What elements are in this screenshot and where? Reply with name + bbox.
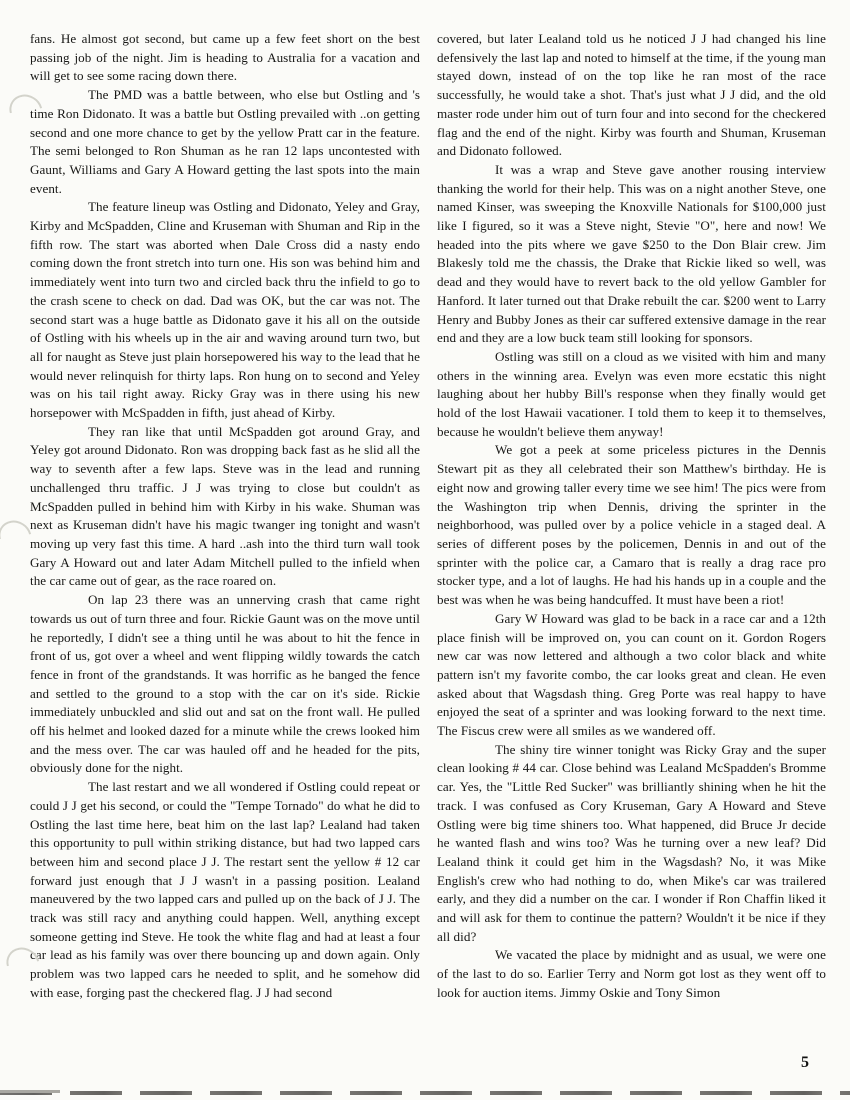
paragraph: We got a peek at some priceless pictures in the Dennis Stewart pit as they all celebrated their son Matthew's birthday. He is eight now and growing taller every time we see him! The pics were from the Washington trip when Dennis, driving the sprinter in the neighborhood, was pulled over by a police vehicle in a staged deal. A series of different poses by the policemen, Dennis in and out of the sprinter with the police car, a Camaro that is really a drag race pro stocker type, and a lot of laughs. He had his hands up in a couple and the best was when he was being handcuffed. It must have been a riot! xyxy=(437,442,826,608)
paragraph: The last restart and we all wondered if Ostling could repeat or could J J get his second, or could the "Tempe Tornado" do what he did to Ostling the last time here, beat him on the last lap? Lealand had taken this opportunity to pull within striking distance, but had two lapped cars between him and second place J J. The restart sent the yellow # 12 car forward just enough that J J wasn't in a passing position. Lealand maneuvered by the two lapped cars and pulled up on the back of J J. The track was still racy and anything could happen. Well, anything except someone getting ind Steve. He took the white flag and had at least a four car lead as his family was over there bouncing up and down again. Only problem was two lapped cars he needed to split, and he somehow did with ease, forging past the checkered flag. J J had second xyxy=(30,779,420,1000)
paragraph: The shiny tire winner tonight was Ricky Gray and the super clean looking # 44 car. Close behind was Lealand McSpadden's Bromme car. Yes, the "Little Red Sucker" was brilliantly shining when he hit the track. I was confused as Cory Kruseman, Gary A Howard and Steve Ostling were big time shiners too. What happened, did Bruce Jr decide he wanted flash and wins too? Was he turning over a new leaf? Did Lealand think it could get him in the Wagsdash? No, it was Mike English's crew who had nothing to do, when Mike's car was trailered early, and they did a number on the car. I wonder if Ron Chaffin liked it and will ask for them to continue the pattern? Wouldn't it be nice if they all did? xyxy=(437,741,826,944)
paragraph: They ran like that until McSpadden got around Gray, and Yeley got around Didonato. Ron was dropping back fast as he slid all the way to seventh after a few laps. Steve was in the lead and running unchallenged thru traffic. J J was trying to close but couldn't as McSpadden pulled in behind him with Kirby in his wake. Shuman was next as Kruseman didn't have his magic twanger ing tonight and wasn't moving up very fast this time. A hard ..ash into the third turn wall took Gary A Howard out and later Adam Mitchell pulled to the infield when the car came out of gear, as the race roared on. xyxy=(30,423,420,589)
paragraph: Gary W Howard was glad to be back in a race car and a 12th place finish will be improved on, you can count on it. Gordon Rogers new car was now lettered and although a two color black and white pattern isn't my favorite combo, the car looks great and clean. He even asked about that Wagsdash thing. Greg Porte was real happy to have enjoyed the seat of a sprinter and was looking forward to the next time. The Fiscus crew were all smiles as we wandered off. xyxy=(437,610,826,739)
scan-edge-artifact xyxy=(0,1090,60,1093)
right-text-column xyxy=(437,30,826,1003)
paragraph: fans. He almost got second, but came up a few feet short on the best passing job of the night. Jim is heading to Australia for a vacation and will get to see some racing down there. xyxy=(30,31,420,84)
paragraph: Ostling was still on a cloud as we visited with him and many others in the winning area. Evelyn was even more ecstatic this night laughing about her hubby Bill's response when they finally would get hold of the lost Hawaii vacationer. I told them to keep it to themselves, because he wouldn't believe them anyway! xyxy=(437,348,826,439)
scan-edge-artifact xyxy=(0,1091,850,1095)
page-number: 5 xyxy=(801,1054,809,1071)
paragraph: The PMD was a battle between, who else but Ostling and 's time Ron Didonato. It was a battle but Ostling prevailed with ..on getting second and one more chance to get by the yellow Pratt car in the feature. The semi belonged to Ron Shuman as he ran 12 laps uncontested with Gaunt, Williams and Gary A Howard getting the last spots into the main event. xyxy=(30,87,420,196)
paragraph: covered, but later Lealand told us he noticed J J had changed his line defensively the last lap and noted to himself at the time, if the young man stayed down, instead of on the top like he ran most of the race successfully, he would take a shot. That's just what J J did, and the old master rode under him out of turn four and into second for the checkered flag and the end of the night. Kirby was fourth and Shuman, Kruseman and Didonato followed. xyxy=(437,31,826,159)
paragraph: On lap 23 there was an unnerving crash that came right towards us out of turn three and four. Rickie Gaunt was on the move until he reportedly, I didn't see a thing until he was about to hit the fence in front of us, got over a wheel and went flipping wildly towards the catch fence in front of the grandstands. It was horrific as he banged the fence and settled to the ground to a stop with the car on it's side. Rickie immediately unbuckled and slid out and sat on the front wall. He pulled off his helmet and looked dazed for a minute while the crews looked him and the mess over. The car was hauled off and he headed for the pits, obviously done for the night. xyxy=(30,592,420,776)
paragraph: It was a wrap and Steve gave another rousing interview thanking the world for their help. This was on a night another Steve, one named Kinser, was sweeping the Knoxville Nationals for $100,000 just like I figured, so it was a Steve night, Stevie "O", here and now! We headed into the pits where we gave $250 to the Don Blair crew. Jim Blakesly told me the chassis, the Drake that Rickie liked so well, was dead and they would have to revert back to the old yellow Gambler for Hanford. It later turned out that Drake rebuilt the car. $200 went to Larry Henry and Bubby Jones as their car suffered extensive damage in the rear end and they are a low buck team still looking for sponsors. xyxy=(437,161,826,346)
left-text-column xyxy=(30,30,420,1003)
paragraph: The feature lineup was Ostling and Didonato, Yeley and Gray, Kirby and McSpadden, Cline and Kruseman with Shuman and Rip in the fifth row. The start was aborted when Dale Cross did a nasty endo coming down the front stretch into turn one. His son was behind him and immediately went into turn two and circled back thru the infield to go to the crash scene to check on dad. Dad was OK, but the car was not. The second start was a huge battle as Didonato gave it his all on the outside of Ostling with his wheels up in the air and waving around turn two, but all for naught as Steve just plain horsepowered his way to the lead that he would never relinquish for thirty laps. Ron hung on to second and Yeley was on his tail right away. Ricky Gray was in there using his new horsepower with McSpadden in fifth, just ahead of Kirby. xyxy=(30,199,420,421)
paragraph: We vacated the place by midnight and as usual, we were one of the last to do so. Earlier Terry and Norm got lost as they went off to look for auction items. Jimmy Oskie and Tony Simon xyxy=(437,947,826,1000)
